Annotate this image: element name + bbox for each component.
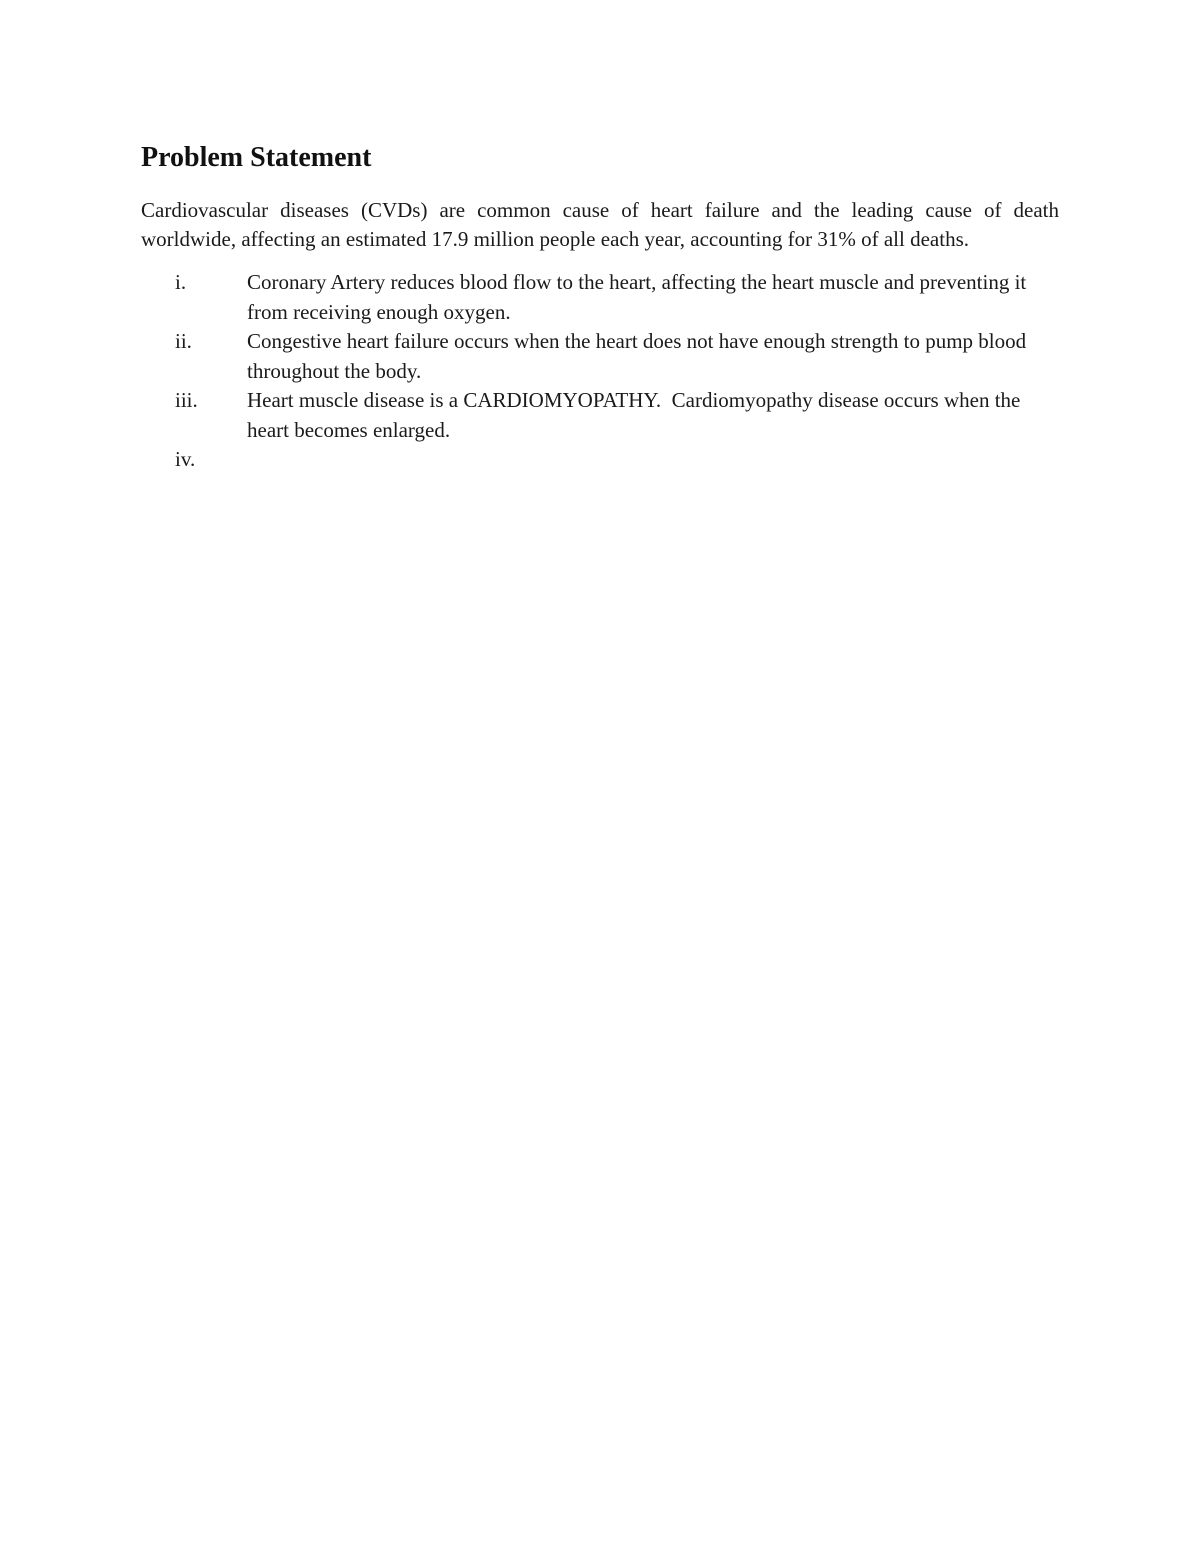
list-item-text xyxy=(247,445,1037,475)
list-item xyxy=(141,445,1059,475)
list-marker: iv. xyxy=(175,447,196,471)
list-item-text: Heart muscle disease is a CARDIOMYOPATHY. Cardiomyopathy disease occurs when the heart becomes enlarged. xyxy=(247,388,1026,442)
list-marker: iii. xyxy=(175,388,198,412)
list-item xyxy=(141,327,1059,386)
list-item xyxy=(141,268,1059,327)
list-marker: ii. xyxy=(175,329,192,353)
roman-numeral-list xyxy=(141,268,1059,475)
intro-paragraph: Cardiovascular diseases (CVDs) are common cause of heart failure and the leading cause of death worldwide, affecting an estimated 17.9 million people each year, accounting for 31% of all deaths. xyxy=(141,198,1059,251)
page-title: Problem Statement xyxy=(141,142,372,173)
list-item xyxy=(141,386,1059,445)
list-marker: i. xyxy=(175,270,187,294)
document-page xyxy=(141,138,1059,475)
list-item-text: Coronary Artery reduces blood flow to the heart, affecting the heart muscle and preventing it from receiving enough oxygen. xyxy=(247,270,1027,324)
list-item-text: Congestive heart failure occurs when the heart does not have enough strength to pump blood throughout the body. xyxy=(247,329,1027,383)
